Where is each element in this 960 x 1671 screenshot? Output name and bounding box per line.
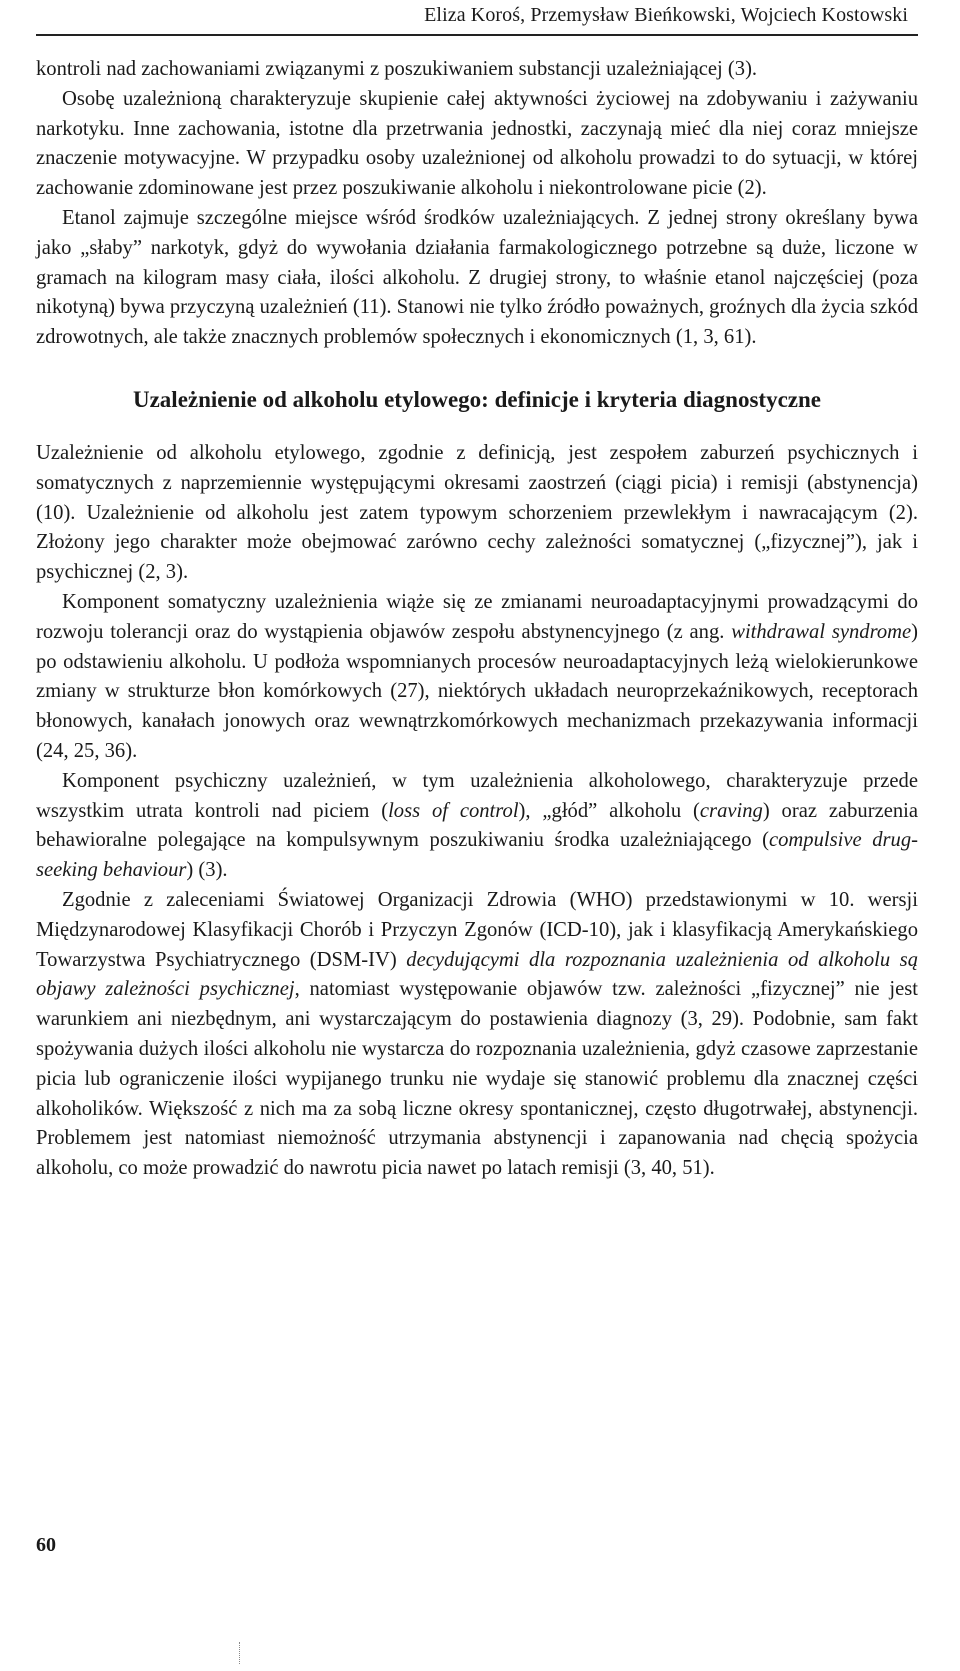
paragraph-definition: Uzależnienie od alkoholu etylowego, zgodnie z definicją, jest zespołem zaburzeń psychicznych i somatycznych z naprzemiennie występującymi okresami zaostrzeń (ciągi picia) i remisji (abstynencja) (10). Uzależnienie od alkoholu jest zatem typowym schorzeniem przewlekłym i nawracającym (2). Złożony jego charakter może obejmować zarówno cechy zależności somatycznej („fizycznej”), jak i psychicznej (2, 3). (36, 441, 918, 584)
italic-term: craving (699, 799, 763, 822)
italic-term: compulsive drug-seeking behaviour (36, 829, 918, 882)
paragraph-somatic-component (36, 588, 918, 767)
text-span: ) oraz zaburzenia behawioralne polegające na kompulsywnym poszukiwaniu środka uzależniającego ( (36, 799, 919, 852)
paragraph-addicted-person: Osobę uzależnioną charakteryzuje skupienie całej aktywności życiowej na zdobywaniu i zażywaniu narkotyku. Inne zachowania, istotne dla przetrwania jednostki, zaczynają mieć dla niej coraz mniejsze znaczenie motywacyjne. W przypadku osoby uzależnionej od alkoholu prowadzi to do sytuacji, w której zachowanie zdominowane jest przez poszukiwanie alkoholu i niekontrolowane picie (2). (36, 87, 918, 200)
section-heading: Uzależnienie od alkoholu etylowego: definicje i kryteria diagnostyczne (132, 386, 821, 412)
running-header-authors: Eliza Koroś, Przemysław Bieńkowski, Wojciech Kostowski (424, 4, 908, 26)
italic-term: withdrawal syndrome (731, 620, 912, 643)
header-divider (36, 34, 918, 36)
text-span: ) (3). (186, 859, 228, 882)
scan-artifact-mark (239, 1642, 241, 1664)
page-number: 60 (36, 1534, 56, 1556)
italic-emphasis: decydującymi dla rozpoznania uzależnienia od alkoholu są objawy zależności psychicznej (36, 948, 918, 1001)
text-span: , natomiast występowanie objawów tzw. zależności „fizycznej” nie jest warunkiem ani niezbędnym, ani wystarczającym do postawienia diagnozy (3, 29). Podobnie, sam fakt spożywania dużych ilości alkoholu nie wystarcza do rozpoznania uzależnienia, gdyż czasowe zaprzestanie picia lub ograniczenie ilości wypijanego trunku nie wydaje się stanowić problemu dla znacznej części alkoholików. Większość z nich ma za sobą liczne okresy spontanicznej, często długotrwałej, abstynencji. Problemem jest natomiast niemożność utrzymania abstynencji i zapanowania nad chęcią spożycia alkoholu, co może prowadzić do nawrotu picia nawet po latach remisji (3, 40, 51). (36, 978, 918, 1180)
body-text (36, 55, 918, 1184)
italic-term: loss of control (388, 799, 519, 822)
text-span: Komponent psychiczny uzależnień, w tym uzależnienia alkoholowego, charakteryzuje przede wszystkim utrata kontroli nad piciem ( (36, 769, 918, 822)
paragraph-intro-continuation: kontroli nad zachowaniami związanymi z poszukiwaniem substancji uzależniającej (3). (36, 58, 758, 80)
text-span: Zgodnie z zaleceniami Światowej Organizacji Zdrowia (WHO) przedstawionymi w 10. wersji Międzynarodowej Klasyfikacji Chorób i Przyczyn Zgonów (ICD-10), jak i klasyfikacją Amerykańskiego Towarzystwa Psychiatrycznego (DSM-IV) (36, 888, 918, 971)
text-span: Komponent somatyczny uzależnienia wiąże się ze zmianami neuroadaptacyjnymi prowadzącymi do rozwoju tolerancji oraz do wystąpienia objawów zespołu abstynencyjnego (z ang. (36, 590, 918, 643)
paragraph-who-criteria (36, 886, 918, 1184)
paragraph-psychic-component (36, 767, 918, 886)
paragraph-ethanol: Etanol zajmuje szczególne miejsce wśród środków uzależniających. Z jednej strony określany bywa jako „słaby” narkotyk, gdyż do wywołania działania farmakologicznego potrzebne są duże, liczone w gramach na kilogram masy ciała, ilości alkoholu. Z drugiej strony, to właśnie etanol najczęściej (poza nikotyną) bywa przyczyną uzależnień (11). Stanowi nie tylko źródło poważnych, groźnych dla życia szkód zdrowotnych, ale także znacznych problemów społecznych i ekonomicznych (1, 3, 61). (36, 206, 918, 349)
text-span: ), „głód” alkoholu ( (518, 799, 700, 822)
text-span: ) po odstawieniu alkoholu. U podłoża wspomnianych procesów neuroadaptacyjnych leżą wielokierunkowe zmiany w strukturze błon komórkowych (27), niektórych układach neuroprzekaźnikowych, receptorach błonowych, kanałach jonowych oraz wewnątrzkomórkowych mechanizmach przekazywania informacji (24, 25, 36). (36, 620, 918, 762)
